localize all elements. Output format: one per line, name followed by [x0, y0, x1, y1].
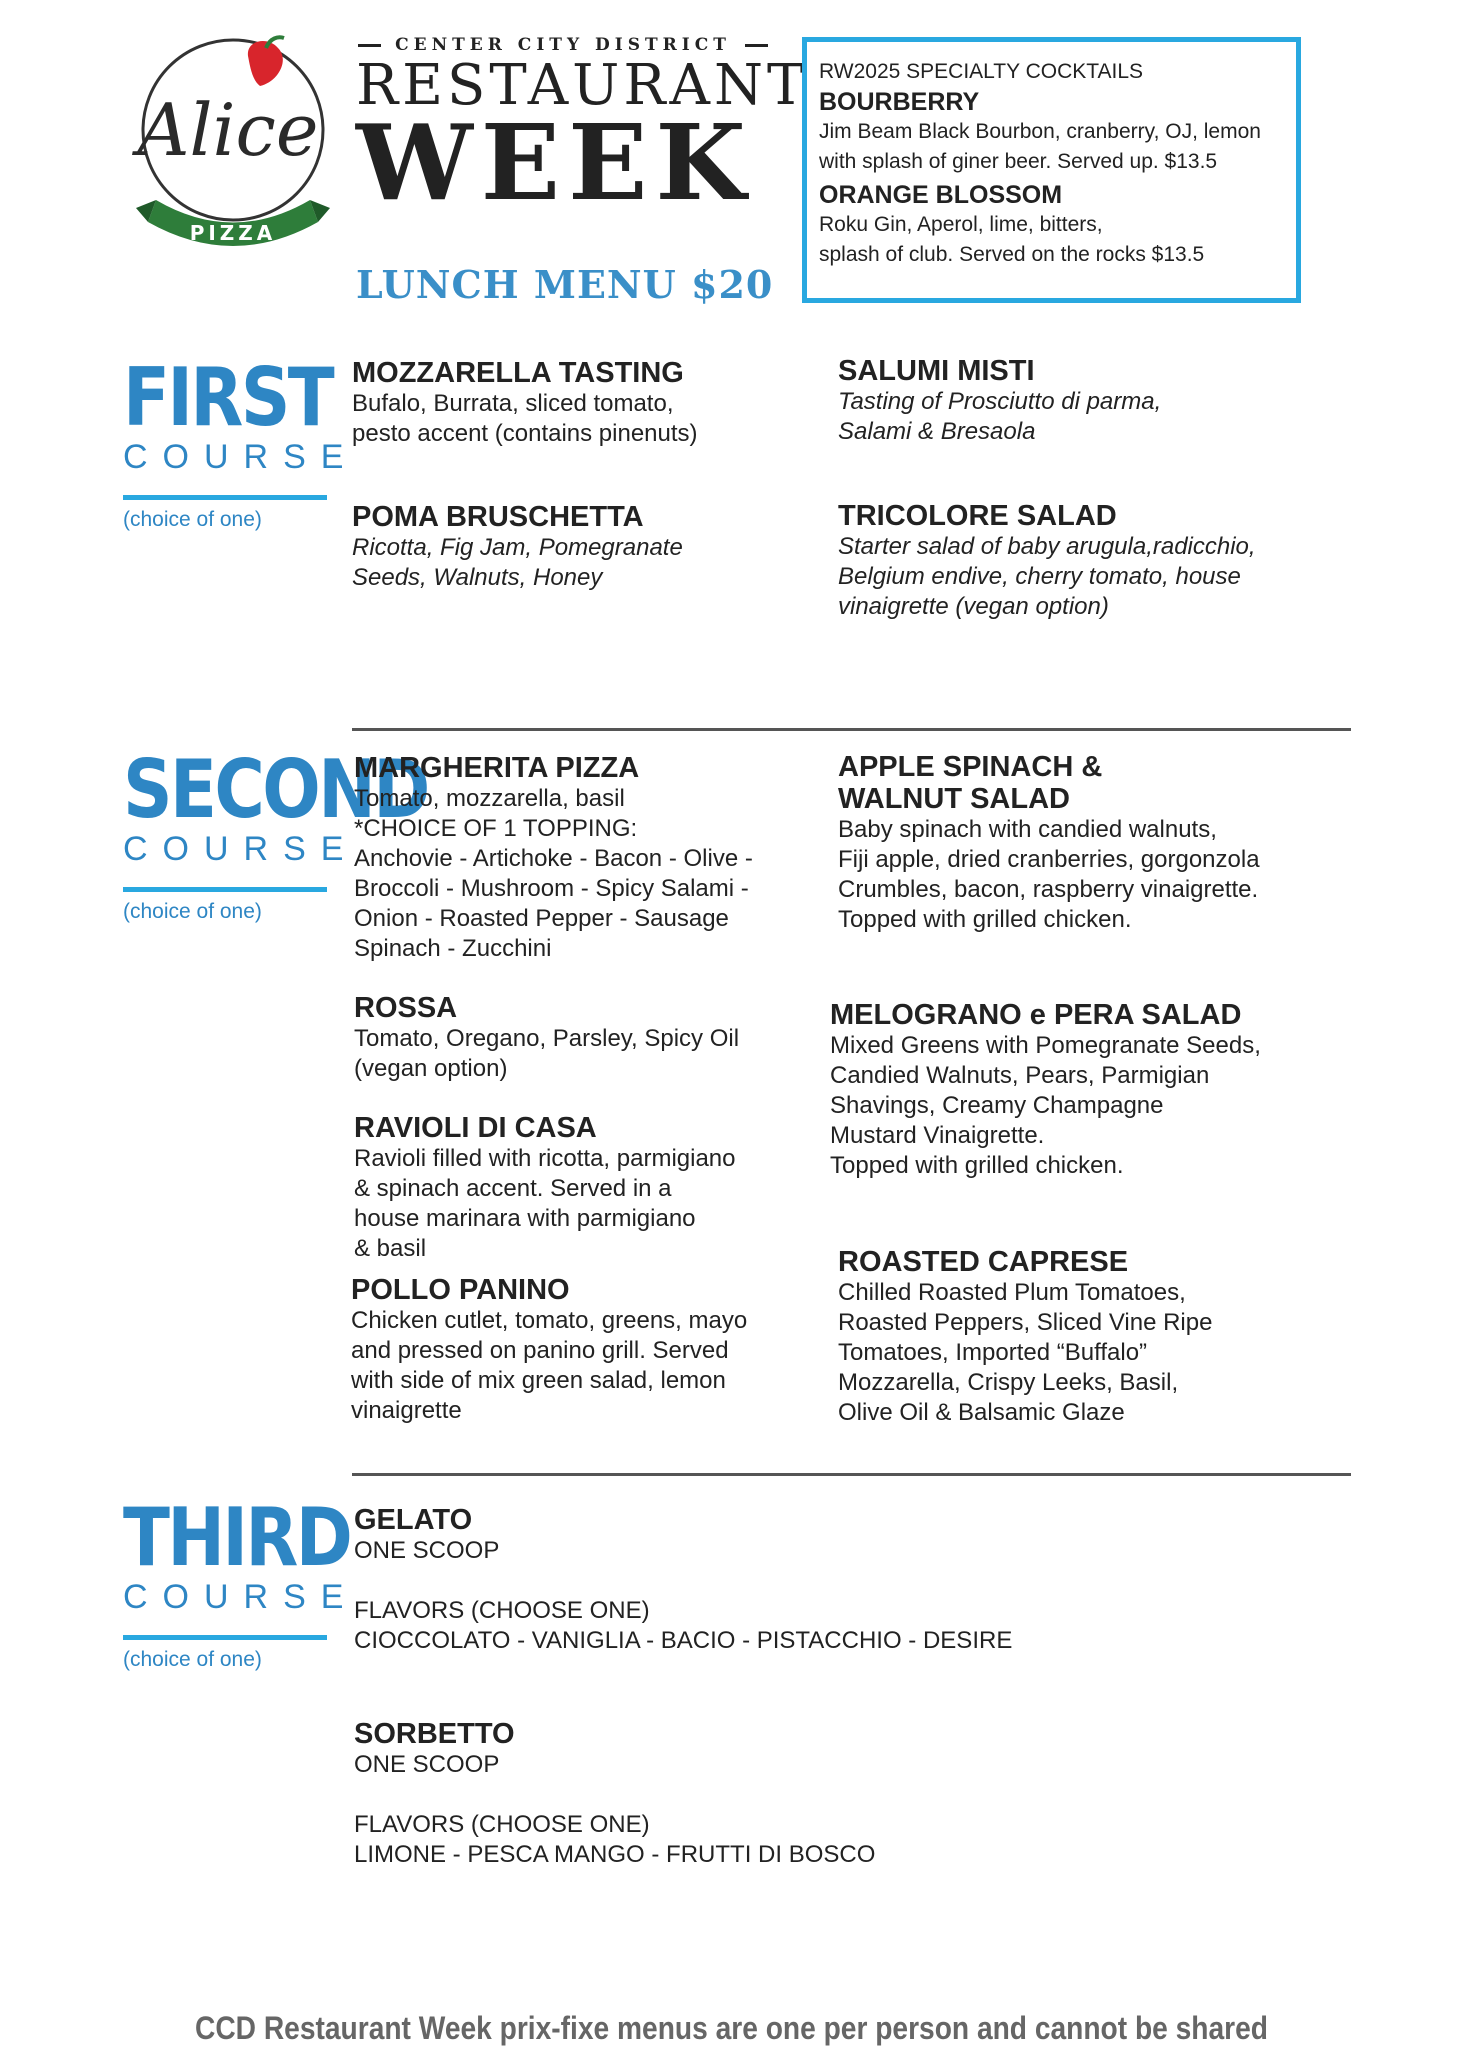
menu-item-melograno-pera-salad	[830, 999, 1350, 1181]
item-desc-line: house marinara with parmigiano	[354, 1205, 696, 1232]
course-underline	[123, 495, 327, 500]
menu-item-salumi-misti	[838, 355, 1308, 447]
item-desc-line: with side of mix green salad, lemon	[351, 1367, 726, 1394]
cocktails-heading: RW2025 SPECIALTY COCKTAILS	[819, 60, 1144, 83]
item-desc-line: Mixed Greens with Pomegranate Seeds,	[830, 1032, 1261, 1059]
item-desc-line: Tomato, mozzarella, basil	[354, 785, 625, 812]
item-desc-spacer	[354, 1566, 1254, 1596]
item-name: MARGHERITA PIZZA	[354, 752, 640, 784]
item-desc-line: FLAVORS (CHOOSE ONE)	[354, 1811, 650, 1838]
item-desc-line: Salami & Bresaola	[838, 418, 1036, 445]
item-desc-line: Olive Oil & Balsamic Glaze	[838, 1399, 1125, 1426]
section-divider	[352, 1473, 1351, 1476]
item-desc-line: Roasted Peppers, Sliced Vine Ripe	[838, 1309, 1213, 1336]
footer-note: CCD Restaurant Week prix-fixe menus are one per person and cannot be shared	[195, 2010, 1268, 2046]
item-desc-line: vinaigrette	[351, 1397, 462, 1424]
item-desc-line: CIOCCOLATO - VANIGLIA - BACIO - PISTACCHIO - DESIRE	[354, 1627, 1013, 1654]
item-name: RAVIOLI DI CASA	[354, 1112, 597, 1144]
item-name: SORBETTO	[354, 1718, 515, 1750]
item-name: SALUMI MISTI	[838, 355, 1035, 387]
item-desc-line: Ravioli filled with ricotta, parmigiano	[354, 1145, 736, 1172]
menu-item-apple-spinach-salad	[838, 751, 1358, 935]
item-desc-line: Tomato, Oregano, Parsley, Spicy Oil	[354, 1025, 740, 1052]
item-desc-line: FLAVORS (CHOOSE ONE)	[354, 1597, 650, 1624]
item-desc-line: & spinach accent. Served in a	[354, 1175, 672, 1202]
item-desc-line: Chilled Roasted Plum Tomatoes,	[838, 1279, 1186, 1306]
heading-rule-left	[358, 44, 381, 47]
second-course-label	[123, 743, 428, 924]
item-desc-line: Candied Walnuts, Pears, Parmigian	[830, 1062, 1210, 1089]
item-desc-line: Tasting of Prosciutto di parma,	[838, 388, 1162, 415]
course-choice-note: (choice of one)	[123, 508, 262, 531]
heading-rule-right	[745, 44, 768, 47]
course-word: COURSE	[123, 830, 359, 868]
item-name: MELOGRANO e PERA SALAD	[830, 999, 1242, 1031]
item-desc-line: (vegan option)	[354, 1055, 508, 1082]
menu-item-mozzarella-tasting	[352, 357, 822, 449]
restaurant-title: RESTAURANT	[356, 53, 809, 118]
item-desc-line: and pressed on panino grill. Served	[351, 1337, 729, 1364]
item-name: ROSSA	[354, 992, 458, 1024]
menu-item-poma-bruschetta	[352, 501, 822, 593]
course-title: SECOND	[123, 743, 428, 836]
course-choice-note: (choice of one)	[123, 900, 262, 923]
item-desc-line: Shavings, Creamy Champagne	[830, 1092, 1164, 1119]
item-name: POLLO PANINO	[351, 1274, 570, 1306]
course-word: COURSE	[123, 1578, 359, 1616]
item-desc-line: Onion - Roasted Pepper - Sausage	[354, 905, 729, 932]
item-name: GELATO	[354, 1504, 473, 1536]
item-desc-line: Spinach - Zucchini	[354, 935, 552, 962]
specialty-cocktails-box	[802, 37, 1301, 303]
alice-pizza-logo	[128, 30, 338, 262]
item-desc-line: LIMONE - PESCA MANGO - FRUTTI DI BOSCO	[354, 1841, 876, 1868]
item-desc-line: Starter salad of baby arugula,radicchio,	[838, 533, 1256, 560]
item-desc-line: Belgium endive, cherry tomato, house	[838, 563, 1241, 590]
item-desc-line: Seeds, Walnuts, Honey	[352, 564, 603, 591]
course-title: THIRD	[123, 1491, 351, 1584]
menu-item-roasted-caprese	[838, 1246, 1358, 1428]
logo-ribbon-text: PIZZA	[189, 221, 277, 245]
course-underline	[123, 1635, 327, 1640]
menu-item-pollo-panino	[351, 1274, 821, 1426]
item-desc-line: Chicken cutlet, tomato, greens, mayo	[351, 1307, 748, 1334]
item-desc-line: Bufalo, Burrata, sliced tomato,	[352, 390, 674, 417]
item-desc-spacer	[354, 1780, 1254, 1810]
menu-item-rossa	[354, 992, 824, 1084]
item-name: WALNUT SALAD	[838, 783, 1070, 815]
third-course-label	[123, 1491, 359, 1672]
cocktail-desc-line: splash of club. Served on the rocks $13.5	[819, 243, 1205, 266]
item-desc-line: Anchovie - Artichoke - Bacon - Olive -	[354, 845, 753, 872]
item-desc-line: ONE SCOOP	[354, 1751, 500, 1778]
item-name: ROASTED CAPRESE	[838, 1246, 1129, 1278]
cocktail-desc-line: Jim Beam Black Bourbon, cranberry, OJ, lemon	[819, 120, 1261, 143]
item-desc-line: Crumbles, bacon, raspberry vinaigrette.	[838, 876, 1259, 903]
item-desc-line: Fiji apple, dried cranberries, gorgonzola	[838, 846, 1260, 873]
course-title: FIRST	[123, 351, 333, 444]
item-desc-line: Ricotta, Fig Jam, Pomegranate	[352, 534, 683, 561]
item-desc-line: Baby spinach with candied walnuts,	[838, 816, 1217, 843]
item-name: MOZZARELLA TASTING	[352, 357, 684, 389]
item-name: POMA BRUSCHETTA	[352, 501, 644, 533]
item-desc-line: Tomatoes, Imported “Buffalo”	[838, 1339, 1148, 1366]
item-desc-line: pesto accent (contains pinenuts)	[352, 420, 698, 447]
item-desc-line: Mustard Vinaigrette.	[830, 1122, 1045, 1149]
item-desc-line: Broccoli - Mushroom - Spicy Salami -	[354, 875, 749, 902]
menu-item-ravioli-di-casa	[354, 1112, 824, 1264]
menu-item-sorbetto	[354, 1718, 1254, 1870]
course-word: COURSE	[123, 438, 359, 476]
section-divider	[352, 728, 1351, 731]
item-desc-line: vinaigrette (vegan option)	[838, 593, 1109, 620]
item-desc-line: *CHOICE OF 1 TOPPING:	[354, 815, 638, 842]
item-desc-line: Mozzarella, Crispy Leeks, Basil,	[838, 1369, 1179, 1396]
cocktail-name: BOURBERRY	[819, 88, 980, 116]
item-name: TRICOLORE SALAD	[838, 500, 1117, 532]
item-desc-line: Topped with grilled chicken.	[830, 1152, 1124, 1179]
course-choice-note: (choice of one)	[123, 1648, 262, 1671]
item-desc-line: ONE SCOOP	[354, 1537, 500, 1564]
cocktail-desc-line: with splash of giner beer. Served up. $13.5	[819, 150, 1218, 173]
item-desc-line: & basil	[354, 1235, 427, 1262]
cocktail-desc-line: Roku Gin, Aperol, lime, bitters,	[819, 213, 1103, 236]
week-title: WEEK	[356, 101, 754, 224]
item-desc-line: Topped with grilled chicken.	[838, 906, 1132, 933]
course-underline	[123, 887, 327, 892]
menu-item-gelato	[354, 1504, 1254, 1656]
menu-item-margherita-pizza	[354, 752, 824, 964]
menu-item-tricolore-salad	[838, 500, 1358, 622]
logo-script-text: Alice	[137, 88, 319, 172]
cocktail-name: ORANGE BLOSSOM	[819, 181, 1063, 209]
item-name: APPLE SPINACH &	[838, 751, 1103, 783]
lunch-menu-price: LUNCH MENU $20	[356, 262, 774, 307]
district-text: CENTER CITY DISTRICT	[395, 35, 731, 55]
first-course-label	[123, 351, 359, 532]
